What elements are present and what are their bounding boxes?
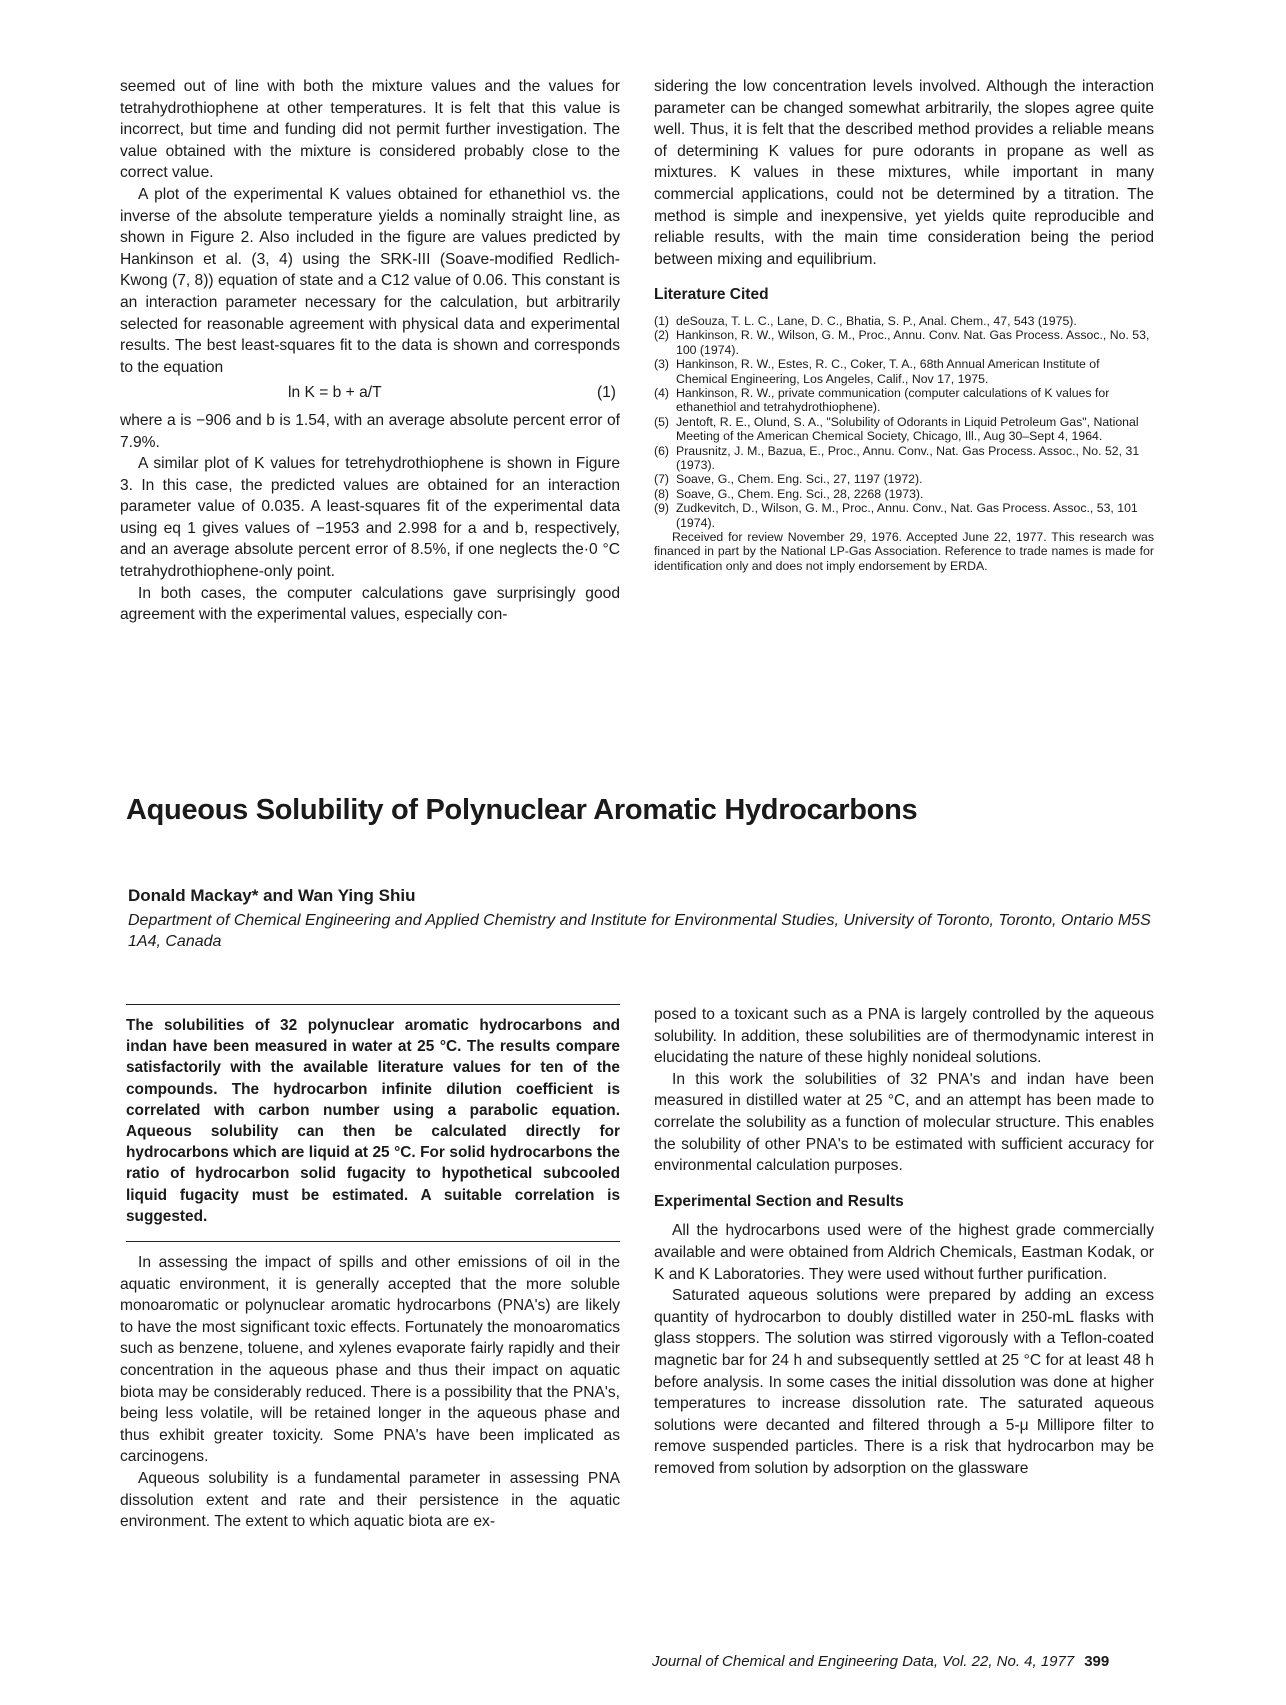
reference-number: (6) — [654, 443, 670, 458]
paragraph: where a is −906 and b is 1.54, with an average absolute percent error of 7.9%. — [120, 411, 620, 451]
page-number: 399 — [1084, 1653, 1110, 1670]
reference-item — [654, 487, 1154, 501]
reference-item — [654, 314, 1154, 328]
paragraph: In assessing the impact of spills and other emissions of oil in the aquatic environment, it is generally accepted that the more soluble monoaromatic or polynuclear aromatic hydrocarbons (PNA's) are likely to have the most significant toxic effects. Fortunately the monoaromatics such as benzene, toluene, and xylenes evaporate fairly rapidly and their concentration in the aqueous phase and thus their impact on aquatic biota may be considerably reduced. There is a possibility that the PNA's, being less volatile, will be retained longer in the aqueous phase and thus exhibit greater toxicity. Some PNA's have been implicated as carcinogens. — [120, 1254, 620, 1466]
reference-text: Soave, G., Chem. Eng. Sci., 27, 1197 (1972). — [676, 472, 923, 487]
reference-item — [654, 386, 1154, 415]
reference-item — [654, 357, 1154, 386]
equation — [120, 382, 620, 404]
article-title: Aqueous Solubility of Polynuclear Aromatic Hydrocarbons — [126, 794, 918, 826]
reference-number: (4) — [654, 385, 670, 400]
abstract: The solubilities of 32 polynuclear aromatic hydrocarbons and indan have been measured in water at 25 °C. The results compare satisfactorily with the available literature values for ten of the compounds. The hydrocarbon infinite dilution coefficient is correlated with carbon number using a parabolic equation. Aqueous solubility can then be calculated directly for hydrocarbons which are liquid at 25 °C. For solid hydrocarbons the ratio of hydrocarbon solid fugacity to hypothetical subcooled liquid fugacity must be estimated. A suitable correlation is suggested. — [126, 1004, 620, 1242]
reference-number: (8) — [654, 486, 670, 501]
reference-item — [654, 444, 1154, 473]
authors: Donald Mackay* and Wan Ying Shiu — [128, 886, 416, 905]
paragraph: In both cases, the computer calculations gave surprisingly good agreement with the experimental values, especially con- — [120, 584, 620, 624]
paragraph: Saturated aqueous solutions were prepared by adding an excess quantity of hydrocarbon to doubly distilled water in 250-mL flasks with glass stoppers. The solution was stirred vigorously with a Teflon-coated magnetic bar for 24 h and subsequently settled at 25 °C for at least 48 h before analysis. In some cases the initial dissolution was done at higher temperatures to increase dissolution rate. The saturated aqueous solutions were decanted and filtered through a 5-μ Millipore filter to remove suspended particles. There is a risk that hydrocarbon may be removed from solution by adsorption on the glassware — [654, 1287, 1154, 1477]
paragraph: In this work the solubilities of 32 PNA's and indan have been measured in distilled water at 25 °C, and an attempt has been made to correlate the solubility as a function of molecular structure. This enables the solubility of other PNA's to be estimated with sufficient accuracy for environmental calculation purposes. — [654, 1070, 1154, 1175]
literature-cited-heading: Literature Cited — [654, 286, 769, 304]
reference-number: (2) — [654, 328, 670, 343]
equation-number: (1) — [596, 384, 616, 402]
reference-item — [654, 415, 1154, 444]
section-heading: Experimental Section and Results — [654, 1192, 904, 1210]
reference-text: Hankinson, R. W., private communication (computer calculations of K values for ethanethiol and tetrahydrothiophene). — [676, 385, 1110, 415]
paragraph: posed to a toxicant such as a PNA is largely controlled by the aqueous solubility. In addition, these solubilities are of thermodynamic interest in elucidating the nature of these highly nonideal solutions. — [654, 1006, 1154, 1067]
reference-text: Hankinson, R. W., Estes, R. C., Coker, T. A., 68th Annual American Institute of Chemical Engineering, Los Angeles, Calif., Nov 17, 1975. — [676, 357, 1100, 386]
reference-text: deSouza, T. L. C., Lane, D. C., Bhatia, S. P., Anal. Chem., 47, 543 (1975). — [676, 313, 1077, 328]
page-footer — [652, 1653, 1109, 1670]
paragraph: A similar plot of K values for tetrehydrothiophene is shown in Figure 3. In this case, the predicted values are obtained for an interaction parameter value of 0.035. A least-squares fit of the experimental data using eq 1 gives values of −1953 and 2.998 for a and b, respectively, and an average absolute percent error of 8.5%, if one neglects the·0 °C tetrahydrothiophene-only point. — [120, 455, 620, 581]
reference-text: Soave, G., Chem. Eng. Sci., 28, 2268 (1973). — [676, 486, 924, 501]
reference-item — [654, 472, 1154, 486]
paragraph: Aqueous solubility is a fundamental parameter in assessing PNA dissolution extent and rate and their persistence in the aquatic environment. The extent to which aquatic biota are ex- — [120, 1469, 620, 1531]
bottom-right-column — [654, 1004, 1154, 1479]
reference-list — [654, 314, 1154, 530]
reference-number: (5) — [654, 414, 670, 429]
received-note: Received for review November 29, 1976. Accepted June 22, 1977. This research was financed in part by the National LP-Gas Association. Reference to trade names is made for identification only and does not imply endorsement by ERDA. — [654, 530, 1154, 573]
top-left-column — [120, 76, 620, 626]
paragraph: seemed out of line with both the mixture values and the values for tetrahydrothiophene at other temperatures. It is felt that this value is incorrect, but time and funding did not permit further investigation. The value obtained with the mixture is considered probably close to the correct value. — [120, 78, 620, 182]
reference-number: (1) — [654, 313, 670, 328]
paragraph: A plot of the experimental K values obtained for ethanethiol vs. the inverse of the absolute temperature yields a nominally straight line, as shown in Figure 2. Also included in the figure are values predicted by Hankinson et al. (3, 4) using the SRK-III (Soave-modified Redlich-Kwong (7, 8)) equation of state and a C12 value of 0.06. This constant is an interaction parameter necessary for the calculation, but arbitrarily selected for reasonable agreement with physical data and experimental results. The best least-squares fit to the data is shown and corresponds to the equation — [120, 185, 620, 376]
reference-number: (9) — [654, 501, 670, 516]
reference-text: Hankinson, R. W., Wilson, G. M., Proc., Annu. Conv. Nat. Gas Process. Assoc., No. 53, 100 (1974). — [676, 328, 1150, 357]
reference-number: (3) — [654, 357, 670, 372]
reference-number: (7) — [654, 472, 670, 487]
journal-citation: Journal of Chemical and Engineering Data, Vol. 22, No. 4, 1977 — [652, 1653, 1075, 1670]
equation-expression: ln K = b + a/T — [288, 384, 382, 402]
paragraph: All the hydrocarbons used were of the highest grade commercially available and were obtained from Aldrich Chemicals, Eastman Kodak, or K and K Laboratories. They were used without further purification. — [654, 1222, 1154, 1283]
paragraph: sidering the low concentration levels involved. Although the interaction parameter can be changed somewhat arbitrarily, the slopes agree quite well. Thus, it is felt that the described method provides a reliable means of determining K values for pure odorants in propane as well as mixtures. K values in these mixtures, while important in many commercial applications, could not be determined by a titration. The method is simple and inexpensive, yet yields quite reproducible and reliable results, with the main time consideration being the period between mixing and equilibrium. — [654, 78, 1154, 268]
affiliation: Department of Chemical Engineering and Applied Chemistry and Institute for Environmental Studies, University of Toronto, Toronto, Ontario M5S 1A4, Canada — [128, 912, 1151, 950]
top-right-column — [654, 76, 1154, 573]
reference-item — [654, 501, 1154, 530]
reference-item — [654, 328, 1154, 357]
reference-text: Prausnitz, J. M., Bazua, E., Proc., Annu. Conv., Nat. Gas Process. Assoc., No. 52, 31 (1973). — [676, 443, 1140, 472]
reference-text: Zudkevitch, D., Wilson, G. M., Proc., Annu. Conv., Nat. Gas Process. Assoc., 53, 101 (1974). — [676, 501, 1138, 530]
bottom-left-column — [120, 1252, 620, 1533]
reference-text: Jentoft, R. E., Olund, S. A., "Solubility of Odorants in Liquid Petroleum Gas", National Meeting of the American Chemical Society, Chicago, Ill., Aug 30–Sept 4, 1964. — [676, 414, 1139, 444]
